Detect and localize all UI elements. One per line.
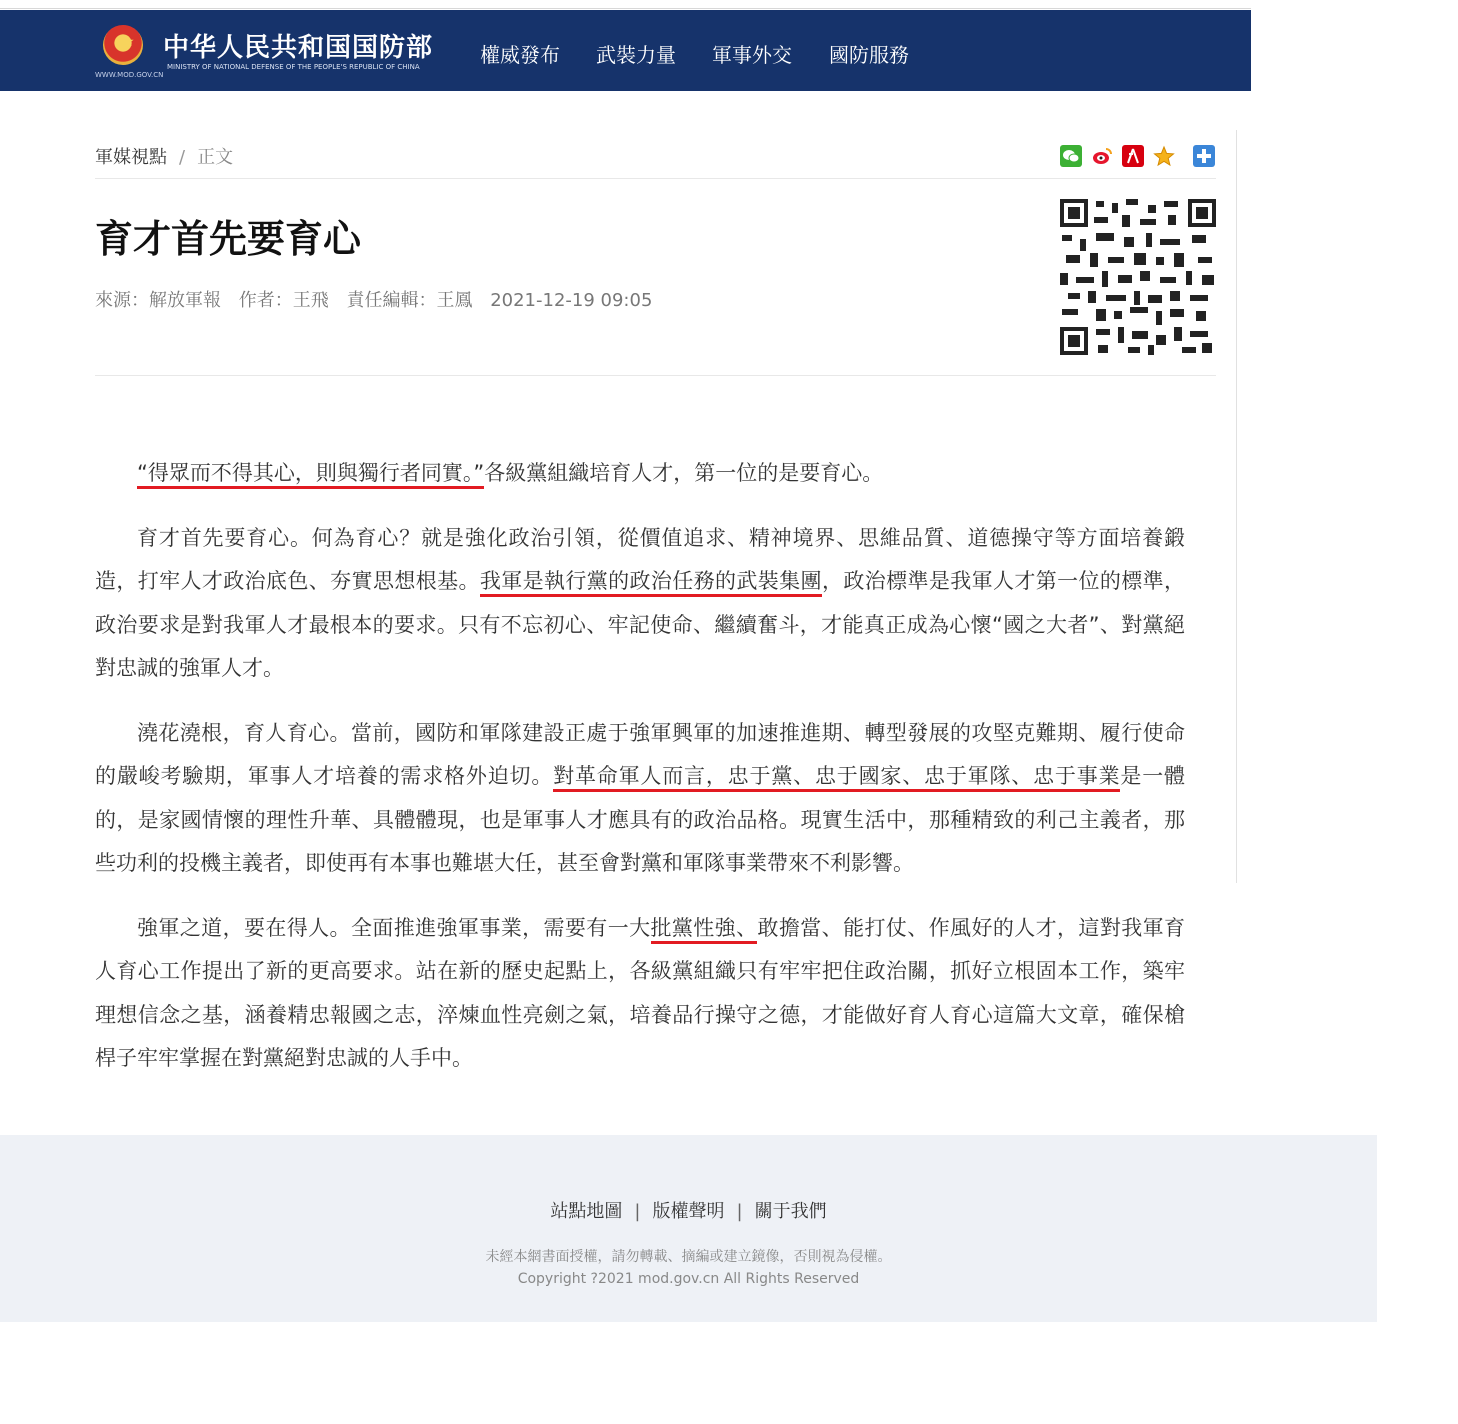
- paragraph-text: 各級黨組織培育人才，第一位的是要育心。: [484, 461, 884, 485]
- site-footer: [0, 1135, 1377, 1322]
- article-meta: [95, 286, 664, 312]
- paragraph-text: 育才首先要育心。何為育心？就是強化政治引領，從價值追求、精神境界、思維品質、道德操守等方面培養鍛造，打牢人才政治底色、夯實思想根基。: [95, 525, 1185, 593]
- breadcrumb-current: 正文: [197, 147, 234, 168]
- underlined-quote: “得眾而不得其心，則與獨行者同實。”: [137, 461, 484, 489]
- top-border: [0, 0, 1251, 9]
- paragraph-text: 是一體的，是家國情懷的理性升華、具體體現，也是軍事人才應具有的政治品格。現實生活中，那種精致的利己主義者，那些功利的投機主義者，即使再有本事也難堪大任，甚至會對黨和軍隊事業帶來不利影響。: [95, 764, 1186, 875]
- logo-title-cn: 中华人民共和国国防部: [163, 33, 434, 63]
- underlined-phrase: 我軍是執行黨的政治任務的武裝集團: [480, 569, 822, 597]
- wechat-icon[interactable]: [1060, 145, 1082, 167]
- underlined-phrase: 批黨性強、: [651, 916, 758, 944]
- plus-share-icon[interactable]: [1193, 145, 1215, 167]
- breadcrumb-section-link[interactable]: 軍媒視點: [95, 147, 167, 168]
- favorite-star-icon[interactable]: [1153, 145, 1175, 167]
- footer-link-about[interactable]: 關于我們: [754, 1201, 827, 1222]
- article-paragraph: [95, 517, 1185, 691]
- footer-separator: |: [634, 1201, 641, 1222]
- footer-link-sitemap[interactable]: 站點地圖: [550, 1201, 623, 1222]
- paragraph-text: 澆花澆根，育人育心。當前，國防和軍隊建設正處于強軍興軍的加速推進期、轉型發展的攻堅克難期、履行使命的嚴峻考驗期，軍事人才培養的需求格外迫切。: [95, 720, 1185, 788]
- logo-title-en: MINISTRY OF NATIONAL DEFENSE OF THE PEOPLE'S REPUBLIC OF CHINA: [167, 63, 420, 71]
- qr-code: [1060, 199, 1216, 355]
- breadcrumb: [95, 143, 233, 169]
- logo-url: WWW.MOD.GOV.CN: [95, 71, 164, 79]
- site-logo[interactable]: [95, 23, 434, 83]
- people-icon[interactable]: [1122, 145, 1144, 167]
- nav-item-military-diplomacy[interactable]: 軍事外交: [712, 43, 792, 67]
- header-divider: [95, 178, 1216, 179]
- underlined-phrase: 對革命軍人而言，忠于黨、忠于國家、忠于軍隊、忠于事業: [553, 764, 1120, 792]
- site-header: [0, 10, 1251, 91]
- footer-links: [0, 1197, 1377, 1223]
- article-author: 作者：王飛: [238, 290, 329, 311]
- content-divider: [1236, 130, 1237, 883]
- article-source: 來源：解放軍報: [95, 290, 221, 311]
- footer-notice: 未經本網書面授權，請勿轉載、摘編或建立鏡像，否則視為侵權。: [485, 1249, 892, 1265]
- paragraph-text: ，政治標準是我軍人才第一位的標準，政治要求是對我軍人才最根本的要求。只有不忘初心、牢記使命、繼續奮斗，才能真正成為心懷“國之大者”、對黨絕對忠誠的強軍人才。: [95, 569, 1186, 680]
- national-emblem-icon: ★: [103, 25, 143, 65]
- nav-item-authoritative-release[interactable]: 權威發布: [480, 43, 560, 67]
- paragraph-text: 強軍之道，要在得人。全面推進強軍事業，需要有一大: [137, 915, 651, 940]
- article-paragraph: [95, 452, 1185, 496]
- nav-item-armed-forces[interactable]: 武裝力量: [596, 43, 676, 67]
- weibo-icon[interactable]: [1091, 145, 1113, 167]
- article-paragraph: [95, 907, 1185, 1081]
- article-datetime: 2021-12-19 09:05: [490, 290, 653, 311]
- article-editor: 責任編輯：王鳳: [346, 290, 473, 311]
- article-paragraph: [95, 712, 1185, 886]
- nav-item-defense-services[interactable]: 國防服務: [829, 43, 909, 67]
- footer-copyright: Copyright ?2021 mod.gov.cn All Rights Reserved: [517, 1271, 860, 1287]
- meta-divider: [95, 375, 1216, 376]
- breadcrumb-separator: /: [179, 147, 186, 168]
- article-body: [95, 452, 1185, 1102]
- footer-separator: |: [736, 1201, 743, 1222]
- paragraph-text: 敢擔當、能打仗、作風好的人才，這對我軍育人育心工作提出了新的更高要求。站在新的歷史起點上，各級黨組織只有牢牢把住政治關，抓好立根固本工作，築牢理想信念之基，涵養精忠報國之志，淬煉血性亮劍之氣，培養品行操守之德，才能做好育人育心這篇大文章，確保槍桿子牢牢掌握在對黨絕對忠誠的人手中。: [95, 915, 1186, 1070]
- article-title: 育才首先要育心: [95, 217, 362, 261]
- footer-link-copyright[interactable]: 版權聲明: [652, 1201, 725, 1222]
